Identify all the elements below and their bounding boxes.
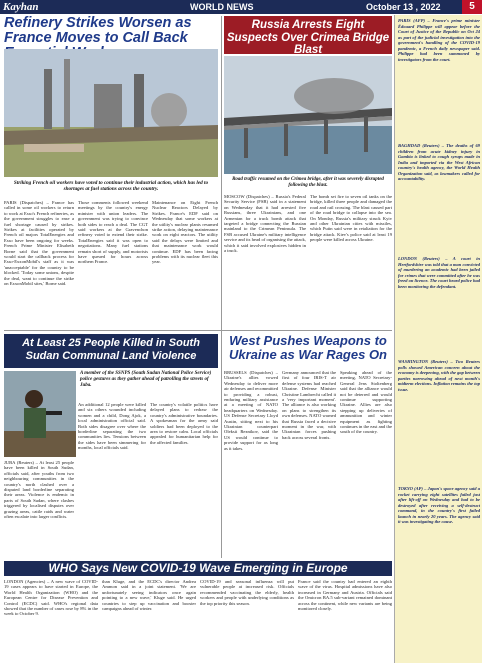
who-body-col4: France said the country had entered an eighth wave of the virus. Hospital admissions have also increased in Germany and Austria. Officials said the Omicron BA.5 sub-variant remained dominant across the continent, while new variants are being monitored closely.	[298, 579, 392, 612]
crimea-caption: Road traffic resumed on the Crimea bridge, after it was severely disrupted following the blast.	[232, 177, 384, 188]
refinery-photo	[4, 49, 218, 177]
page-number: 5	[462, 0, 482, 14]
southsudan-photo	[4, 371, 76, 457]
brief-tokyo: TOKYO (AP) – Japan's space agency said a rocket carrying eight satellites failed just after lift-off on Wednesday and had to be destroyed after receiving a self-destruct command, in the country's first failed launch in nearly 20 years. The agency said it was investigating the cause.	[398, 486, 480, 524]
section-title: WORLD NEWS	[190, 2, 254, 12]
newspaper-logo: Kayhan	[3, 1, 39, 13]
brief-paris: PARIS (AFP) – France's prime minister Édouard Philippe will appear before the Court of Justice of the Republic on Oct 24 as part of the judicial investigation into the government's handling of the COVID-19 pandemic, a French daily newspaper said. Philippe had been summoned by investigators from the court.	[398, 18, 480, 62]
southsudan-caption: A member of the SSNPS (South Sudan National Police Service) police gestures as they gather ahead of patrolling the streets of Juba.	[80, 371, 212, 388]
masthead	[0, 0, 482, 14]
southsudan-body-col1: JUBA (Reuters) – At least 25 people have been killed in South Sudan, officials said, after youths from two neighbouring communities in the country's north clashed over a disputed land borderline separating their areas. Violence is endemic in parts of South Sudan, where clashes triggered by localised disputes over grazing areas, cattle raids and water often escalate into larger conflicts.	[4, 460, 74, 520]
who-headline: WHO Says New COVID-19 Wave Emerging in Europe	[4, 561, 392, 576]
crimea-body-col1: MOSCOW (Dispatches) – Russia's Federal Security Service (FSB) said in a statement on Wednesday that it had arrested five Russians, three Ukrainians, and one Armenian for a truck bomb attack that targeted a bridge connecting the Russian mainland to the Crimean Peninsula. The FSB accused Ukraine's military intelligence service and its head of organising the attack, which it said involved explosives hidden in a truck.	[224, 194, 306, 254]
issue-date: October 13 , 2022	[366, 2, 441, 12]
crimea-photo	[224, 56, 392, 174]
who-body-col1: LONDON (Agencies) – A new wave of COVID-19 cases appears to have started in Europe, the World Health Organization (WHO) and the European Centre for Disease Prevention and Control (ECDC) said. WHO's regional data showed that the number of cases rose by 8% in the week to October 9.	[4, 579, 98, 617]
refinery-caption: Striking French oil workers have voted to continue their industrial action, which has led to shortages at fuel stations across the country.	[13, 180, 209, 192]
crimea-headline: Russia Arrests Eight Suspects Over Crimea Bridge Blast	[224, 16, 392, 54]
southsudan-headline: At Least 25 People Killed in South Sudan Communal Land Violence	[4, 334, 218, 368]
brief-london: LONDON (Reuters) – A court in Hertfordshire was told that a man convicted of murdering an academic had been jailed for crimes that were committed after he was freed on licence. The court heard police had been monitoring the defendant.	[398, 256, 480, 289]
refinery-body-col3: Maintenance on Eight French Nuclear Reactors Delayed by Strikes. France's EDF said on Wednesday that some workers at the utility's nuclear plants resumed strike action, delaying maintenance work on eight reactors. The utility said the delays were limited and that maintenance work would continue. EDF has been facing problems with its nuclear fleet this year.	[152, 200, 218, 265]
column-rule	[221, 16, 222, 558]
southsudan-body-col2: An additional 12 people were killed and six others wounded including women and a child, Dong Ajok, a local administration official said. Both sides disagree over where the borderline separating the two communities lies. Tensions between the sides have been simmering for months, local officials said.	[78, 402, 146, 451]
crimea-body-col2: The bomb set fire to seven oil tanks on the bridge, killed three people and damaged the road and rail crossing. The blast caused part of the road bridge to collapse into the sea. On Monday, Russia's military struck Kyiv and other Ukrainian cities with missiles, which Putin said were in retaliation for the bridge attack. Kiev's police said at least 19 people were killed across Ukraine.	[310, 194, 392, 243]
crimea-bridge-image	[224, 56, 392, 174]
refinery-body-col1: PARIS (Dispatches) – France has called in some oil workers to return to work at Esso's French refineries, as the government struggles to ease a fuel shortage caused by strikes. Strikes at facilities operated by French oil majors TotalEnergies and Esso have been ongoing for weeks. French Prime Minister Elisabeth Borne said that the government would start the callback process for Esso-ExxonMobil's staff as it was 'unacceptable' for the country to be blocked. 'Today some unions, despite the deal, want to continue the strike on ExxonMobil sites,' Borne said.	[4, 200, 74, 287]
refinery-image	[4, 49, 218, 177]
who-body-col3: COVID-19 and seasonal influenza will put vulnerable people at increased risk. Officials recommended vaccinating the elderly, health workers and people with underlying conditions as the top priority this season.	[200, 579, 294, 606]
ukraine-body-col1: BRUSSELS (Dispatches) – Ukraine's allies vowed Wednesday to deliver more air defenses and recommitted to providing a robust, enduring military assistance at a meeting of NATO headquarters on Wednesday. US Defense Secretary Lloyd Austin, sitting next to his Ukrainian counterpart Oleksii Reznikov, said the US would continue to provide support for as long as it takes.	[224, 370, 278, 451]
brief-gambia: BAGHDAD (Reuters) – The deaths of 69 children from acute kidney injury in Gambia is linked to cough syrups made in India and imported via the West African country's health agency, the World Health Organization said, as lawmakers called for accountability.	[398, 143, 480, 181]
ukraine-body-col2: Germany announced that the first of four IRIS-T air defense systems had reached Ukraine. Defense Minister Christine Lambrecht called it a 'very important moment'. The alliance is also working on plans to strengthen its own defenses. NATO warned that Russia faced a decisive moment in the war, with Ukrainian forces pushing back across several fronts.	[282, 370, 336, 440]
horizontal-rule	[4, 330, 392, 331]
who-body-col2: than Kluge, and the ECDC's director Andrea Ammon said in a joint statement. 'We are unfortunately seeing indicators once again pointing to a new wave,' Kluge said. He urged countries to step up vaccination and booster campaigns ahead of winter.	[102, 579, 196, 612]
news-briefs-sidebar	[394, 15, 482, 663]
police-image	[4, 371, 76, 457]
brief-washington: WASHINGTON (Reuters) – Two Reuters polls showed American concern about the economy is deepening, with the gap between parties narrowing ahead of next month's midterm elections. Inflation remains the top issue.	[398, 359, 480, 392]
refinery-headline: Refinery Strikes Worsen as France Moves to Call Back	[4, 15, 192, 47]
ukraine-body-col3: Speaking ahead of the meeting, NATO Secretary-General Jens Stoltenberg said that the alliance would not be deterred and would continue supporting Ukraine. Allies are also stepping up deliveries of ammunition and winter equipment as fighting continues in the east and the south of the country.	[340, 370, 392, 435]
ukraine-headline: West Pushes Weapons to Ukraine as War Rages On	[229, 333, 387, 362]
refinery-body-col2: Those comments followed weekend meetings by the country's energy minister with union leaders. The government was trying to convince both sides to reach a deal. The CGT said workers at the Gravenchon refinery voted to extend their strike. TotalEnergies said it was open to negotiations. Many fuel stations remain short of supply, and motorists have queued for hours across northern France.	[78, 200, 148, 265]
southsudan-body-col3: The country's volatile politics have delayed plans to redraw the country's administrative boundaries. A spokesman for the army said soldiers had been deployed to the area to restore calm. Local officials appealed for humanitarian help for the affected families.	[150, 402, 218, 445]
